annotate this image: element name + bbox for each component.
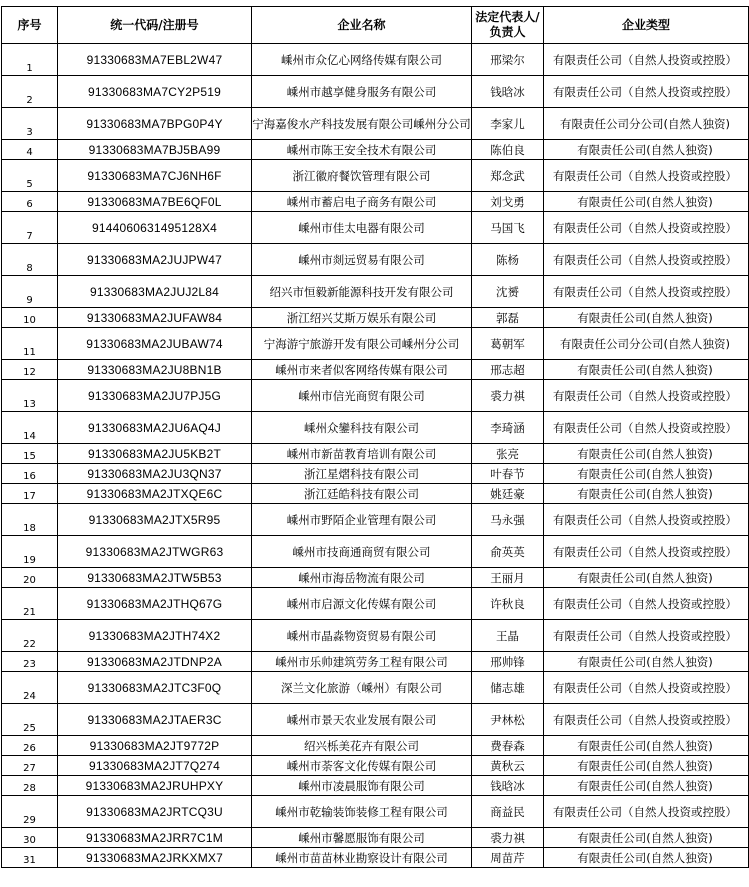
cell-index: 23: [2, 652, 58, 672]
cell-company-type: 有限责任公司（自然人投资或控股）: [544, 244, 749, 276]
cell-representative: 邢帅锋: [472, 652, 544, 672]
cell-company-type: 有限责任公司（自然人投资或控股）: [544, 212, 749, 244]
table-row: [2, 464, 749, 484]
cell-index: 17: [2, 484, 58, 504]
cell-company-type: 有限责任公司(自然人独资): [544, 756, 749, 776]
cell-code: 91330683MA2JUFAW84: [58, 308, 252, 328]
cell-representative: 李琦涵: [472, 412, 544, 444]
cell-representative: 尹林松: [472, 704, 544, 736]
cell-index: 16: [2, 464, 58, 484]
cell-company-name: 嵊州市荼客文化传媒有限公司: [252, 756, 472, 776]
table-row: [2, 776, 749, 796]
cell-company-name: 嵊州市苗苗林业勘察设计有限公司: [252, 848, 472, 868]
cell-code: 91330683MA2JTC3F0Q: [58, 672, 252, 704]
cell-company-name: 宁海游宁旅游开发有限公司嵊州分公司: [252, 328, 472, 360]
cell-representative: 裘力祺: [472, 380, 544, 412]
table-row: [2, 244, 749, 276]
cell-company-name: 深兰文化旅游（嵊州）有限公司: [252, 672, 472, 704]
cell-index: 31: [2, 848, 58, 868]
cell-company-name: 绍兴市恒毅新能源科技开发有限公司: [252, 276, 472, 308]
cell-company-type: 有限责任公司（自然人投资或控股）: [544, 588, 749, 620]
table-row: [2, 76, 749, 108]
cell-company-name: 浙江廷皓科技有限公司: [252, 484, 472, 504]
cell-code: 91330683MA2JU6AQ4J: [58, 412, 252, 444]
cell-representative: 王晶: [472, 620, 544, 652]
cell-company-name: 嵊州市乾输装饰装修工程有限公司: [252, 796, 472, 828]
cell-company-name: 嵊州市馨愿服饰有限公司: [252, 828, 472, 848]
cell-index: 25: [2, 704, 58, 736]
cell-index: 10: [2, 308, 58, 328]
cell-representative: 裘力祺: [472, 828, 544, 848]
table-row: [2, 444, 749, 464]
cell-company-name: 嵊州市越享健身服务有限公司: [252, 76, 472, 108]
cell-representative: 黄秋云: [472, 756, 544, 776]
cell-company-type: 有限责任公司(自然人独资): [544, 484, 749, 504]
table-row: [2, 192, 749, 212]
cell-code: 91330683MA7BJ5BA99: [58, 140, 252, 160]
cell-representative: 邢梁尔: [472, 44, 544, 76]
cell-index: 1: [2, 44, 58, 76]
cell-index: 27: [2, 756, 58, 776]
table-row: [2, 652, 749, 672]
cell-index: 9: [2, 276, 58, 308]
cell-company-type: 有限责任公司（自然人投资或控股）: [544, 276, 749, 308]
cell-representative: 陈杨: [472, 244, 544, 276]
cell-code: 91330683MA2JUJ2L84: [58, 276, 252, 308]
cell-company-type: 有限责任公司（自然人投资或控股）: [544, 704, 749, 736]
cell-representative: 王丽月: [472, 568, 544, 588]
enterprise-table: [1, 6, 749, 868]
cell-code: 91330683MA2JU8BN1B: [58, 360, 252, 380]
cell-representative: 费春森: [472, 736, 544, 756]
cell-company-type: 有限责任公司（自然人投资或控股）: [544, 672, 749, 704]
header-rep: 法定代表人/负责人: [472, 7, 544, 44]
cell-code: 91330683MA2JRUHPXY: [58, 776, 252, 796]
cell-representative: 沈赟: [472, 276, 544, 308]
cell-representative: 郑念武: [472, 160, 544, 192]
table-row: [2, 360, 749, 380]
cell-code: 91330683MA7CJ6NH6F: [58, 160, 252, 192]
cell-company-name: 嵊州市乐帅建筑劳务工程有限公司: [252, 652, 472, 672]
cell-company-name: 嵊州市凌晨服饰有限公司: [252, 776, 472, 796]
cell-representative: 姚廷豪: [472, 484, 544, 504]
cell-company-name: 嵊州市佳太电器有限公司: [252, 212, 472, 244]
cell-company-name: 嵊州市晶淼物资贸易有限公司: [252, 620, 472, 652]
cell-company-name: 嵊州市景天农业发展有限公司: [252, 704, 472, 736]
cell-representative: 周苗芹: [472, 848, 544, 868]
table-row: [2, 308, 749, 328]
cell-company-type: 有限责任公司（自然人投资或控股）: [544, 620, 749, 652]
cell-index: 4: [2, 140, 58, 160]
cell-representative: 张亮: [472, 444, 544, 464]
cell-company-type: 有限责任公司（自然人投资或控股）: [544, 504, 749, 536]
cell-company-type: 有限责任公司(自然人独资): [544, 776, 749, 796]
table-row: [2, 44, 749, 76]
cell-company-type: 有限责任公司(自然人独资): [544, 568, 749, 588]
cell-company-name: 嵊州市海岳物流有限公司: [252, 568, 472, 588]
cell-company-type: 有限责任公司分公司(自然人独资): [544, 328, 749, 360]
cell-code: 91330683MA2JTXQE6C: [58, 484, 252, 504]
cell-index: 13: [2, 380, 58, 412]
cell-company-name: 嵊州市技商通商贸有限公司: [252, 536, 472, 568]
cell-company-type: 有限责任公司（自然人投资或控股）: [544, 412, 749, 444]
table-row: [2, 504, 749, 536]
table-row: [2, 756, 749, 776]
header-code: 统一代码/注册号: [58, 7, 252, 44]
cell-company-type: 有限责任公司（自然人投资或控股）: [544, 536, 749, 568]
cell-index: 7: [2, 212, 58, 244]
cell-representative: 钱晗冰: [472, 776, 544, 796]
cell-index: 15: [2, 444, 58, 464]
cell-company-name: 浙江徽府餐饮管理有限公司: [252, 160, 472, 192]
cell-company-type: 有限责任公司（自然人投资或控股）: [544, 380, 749, 412]
cell-company-type: 有限责任公司(自然人独资): [544, 308, 749, 328]
cell-index: 21: [2, 588, 58, 620]
table-row: [2, 328, 749, 360]
cell-company-name: 嵊州市蓄启电子商务有限公司: [252, 192, 472, 212]
cell-code: 91330683MA2JTW5B53: [58, 568, 252, 588]
table-body: [2, 44, 749, 868]
cell-company-type: 有限责任公司(自然人独资): [544, 140, 749, 160]
cell-company-type: 有限责任公司(自然人独资): [544, 464, 749, 484]
cell-code: 91330683MA2JTHQ67G: [58, 588, 252, 620]
cell-code: 91330683MA7EBL2W47: [58, 44, 252, 76]
table-row: [2, 736, 749, 756]
cell-code: 91330683MA2JTX5R95: [58, 504, 252, 536]
cell-company-name: 嵊州市信光商贸有限公司: [252, 380, 472, 412]
cell-index: 8: [2, 244, 58, 276]
table-row: [2, 828, 749, 848]
cell-representative: 刘戈勇: [472, 192, 544, 212]
cell-code: 9144060631495128X4: [58, 212, 252, 244]
cell-index: 19: [2, 536, 58, 568]
cell-company-name: 嵊州市众亿心网络传媒有限公司: [252, 44, 472, 76]
table-row: [2, 212, 749, 244]
cell-index: 26: [2, 736, 58, 756]
cell-company-type: 有限责任公司（自然人投资或控股）: [544, 796, 749, 828]
header-name: 企业名称: [252, 7, 472, 44]
table-row: [2, 672, 749, 704]
table-row: [2, 276, 749, 308]
cell-index: 2: [2, 76, 58, 108]
cell-company-name: 嵊州众鑾科技有限公司: [252, 412, 472, 444]
table-row: [2, 704, 749, 736]
cell-code: 91330683MA7BPG0P4Y: [58, 108, 252, 140]
cell-company-type: 有限责任公司（自然人投资或控股）: [544, 76, 749, 108]
cell-representative: 钱晗冰: [472, 76, 544, 108]
cell-index: 28: [2, 776, 58, 796]
cell-company-name: 嵊州市陈王安全技术有限公司: [252, 140, 472, 160]
table-row: [2, 536, 749, 568]
cell-representative: 马永强: [472, 504, 544, 536]
cell-representative: 邢志超: [472, 360, 544, 380]
header-type: 企业类型: [544, 7, 749, 44]
cell-representative: 储志雄: [472, 672, 544, 704]
table-row: [2, 380, 749, 412]
table-row: [2, 140, 749, 160]
table-row: [2, 412, 749, 444]
table-row: [2, 160, 749, 192]
cell-company-name: 嵊州市启源文化传媒有限公司: [252, 588, 472, 620]
cell-company-name: 嵊州市来者似客网络传媒有限公司: [252, 360, 472, 380]
cell-code: 91330683MA2JUBAW74: [58, 328, 252, 360]
table-row: [2, 620, 749, 652]
cell-company-type: 有限责任公司(自然人独资): [544, 828, 749, 848]
cell-code: 91330683MA2JU3QN37: [58, 464, 252, 484]
cell-index: 30: [2, 828, 58, 848]
cell-index: 6: [2, 192, 58, 212]
cell-code: 91330683MA2JRR7C1M: [58, 828, 252, 848]
cell-index: 12: [2, 360, 58, 380]
cell-company-type: 有限责任公司分公司(自然人独资): [544, 108, 749, 140]
cell-company-name: 嵊州市野陌企业管理有限公司: [252, 504, 472, 536]
cell-code: 91330683MA2JTAER3C: [58, 704, 252, 736]
cell-company-type: 有限责任公司(自然人独资): [544, 848, 749, 868]
cell-representative: 许秋良: [472, 588, 544, 620]
cell-company-name: 嵊州市剡远贸易有限公司: [252, 244, 472, 276]
header-row: [2, 7, 749, 44]
cell-code: 91330683MA2JRKXMX7: [58, 848, 252, 868]
cell-company-name: 嵊州市新苗教育培训有限公司: [252, 444, 472, 464]
cell-representative: 郭磊: [472, 308, 544, 328]
cell-index: 24: [2, 672, 58, 704]
cell-index: 11: [2, 328, 58, 360]
cell-code: 91330683MA2JTDNP2A: [58, 652, 252, 672]
cell-representative: 商益民: [472, 796, 544, 828]
cell-index: 5: [2, 160, 58, 192]
cell-code: 91330683MA2JT7Q274: [58, 756, 252, 776]
cell-company-type: 有限责任公司（自然人投资或控股）: [544, 160, 749, 192]
cell-code: 91330683MA2JT9772P: [58, 736, 252, 756]
cell-code: 91330683MA2JTWGR63: [58, 536, 252, 568]
table-row: [2, 108, 749, 140]
cell-index: 22: [2, 620, 58, 652]
cell-representative: 俞英英: [472, 536, 544, 568]
cell-code: 91330683MA2JRTCQ3U: [58, 796, 252, 828]
table-row: [2, 484, 749, 504]
cell-company-type: 有限责任公司(自然人独资): [544, 444, 749, 464]
cell-company-type: 有限责任公司（自然人投资或控股）: [544, 44, 749, 76]
cell-index: 29: [2, 796, 58, 828]
table-row: [2, 796, 749, 828]
cell-code: 91330683MA2JU7PJ5G: [58, 380, 252, 412]
cell-representative: 马国飞: [472, 212, 544, 244]
cell-company-name: 浙江绍兴艾斯万娱乐有限公司: [252, 308, 472, 328]
cell-code: 91330683MA7BE6QF0L: [58, 192, 252, 212]
cell-index: 18: [2, 504, 58, 536]
cell-index: 3: [2, 108, 58, 140]
cell-company-name: 绍兴栎美花卉有限公司: [252, 736, 472, 756]
table-row: [2, 848, 749, 868]
cell-representative: 陈伯良: [472, 140, 544, 160]
cell-company-name: 浙江星熠科技有限公司: [252, 464, 472, 484]
cell-representative: 叶春节: [472, 464, 544, 484]
cell-index: 20: [2, 568, 58, 588]
cell-company-type: 有限责任公司(自然人独资): [544, 736, 749, 756]
header-index: 序号: [2, 7, 58, 44]
cell-representative: 葛朝军: [472, 328, 544, 360]
cell-code: 91330683MA2JU5KB2T: [58, 444, 252, 464]
cell-company-name: 宁海嘉俊水产科技发展有限公司嵊州分公司: [252, 108, 472, 140]
cell-code: 91330683MA7CY2P519: [58, 76, 252, 108]
cell-code: 91330683MA2JTH74X2: [58, 620, 252, 652]
table-row: [2, 588, 749, 620]
cell-code: 91330683MA2JUJPW47: [58, 244, 252, 276]
cell-company-type: 有限责任公司(自然人独资): [544, 192, 749, 212]
table-row: [2, 568, 749, 588]
cell-company-type: 有限责任公司(自然人独资): [544, 652, 749, 672]
cell-company-type: 有限责任公司(自然人独资): [544, 360, 749, 380]
cell-representative: 李家儿: [472, 108, 544, 140]
cell-index: 14: [2, 412, 58, 444]
